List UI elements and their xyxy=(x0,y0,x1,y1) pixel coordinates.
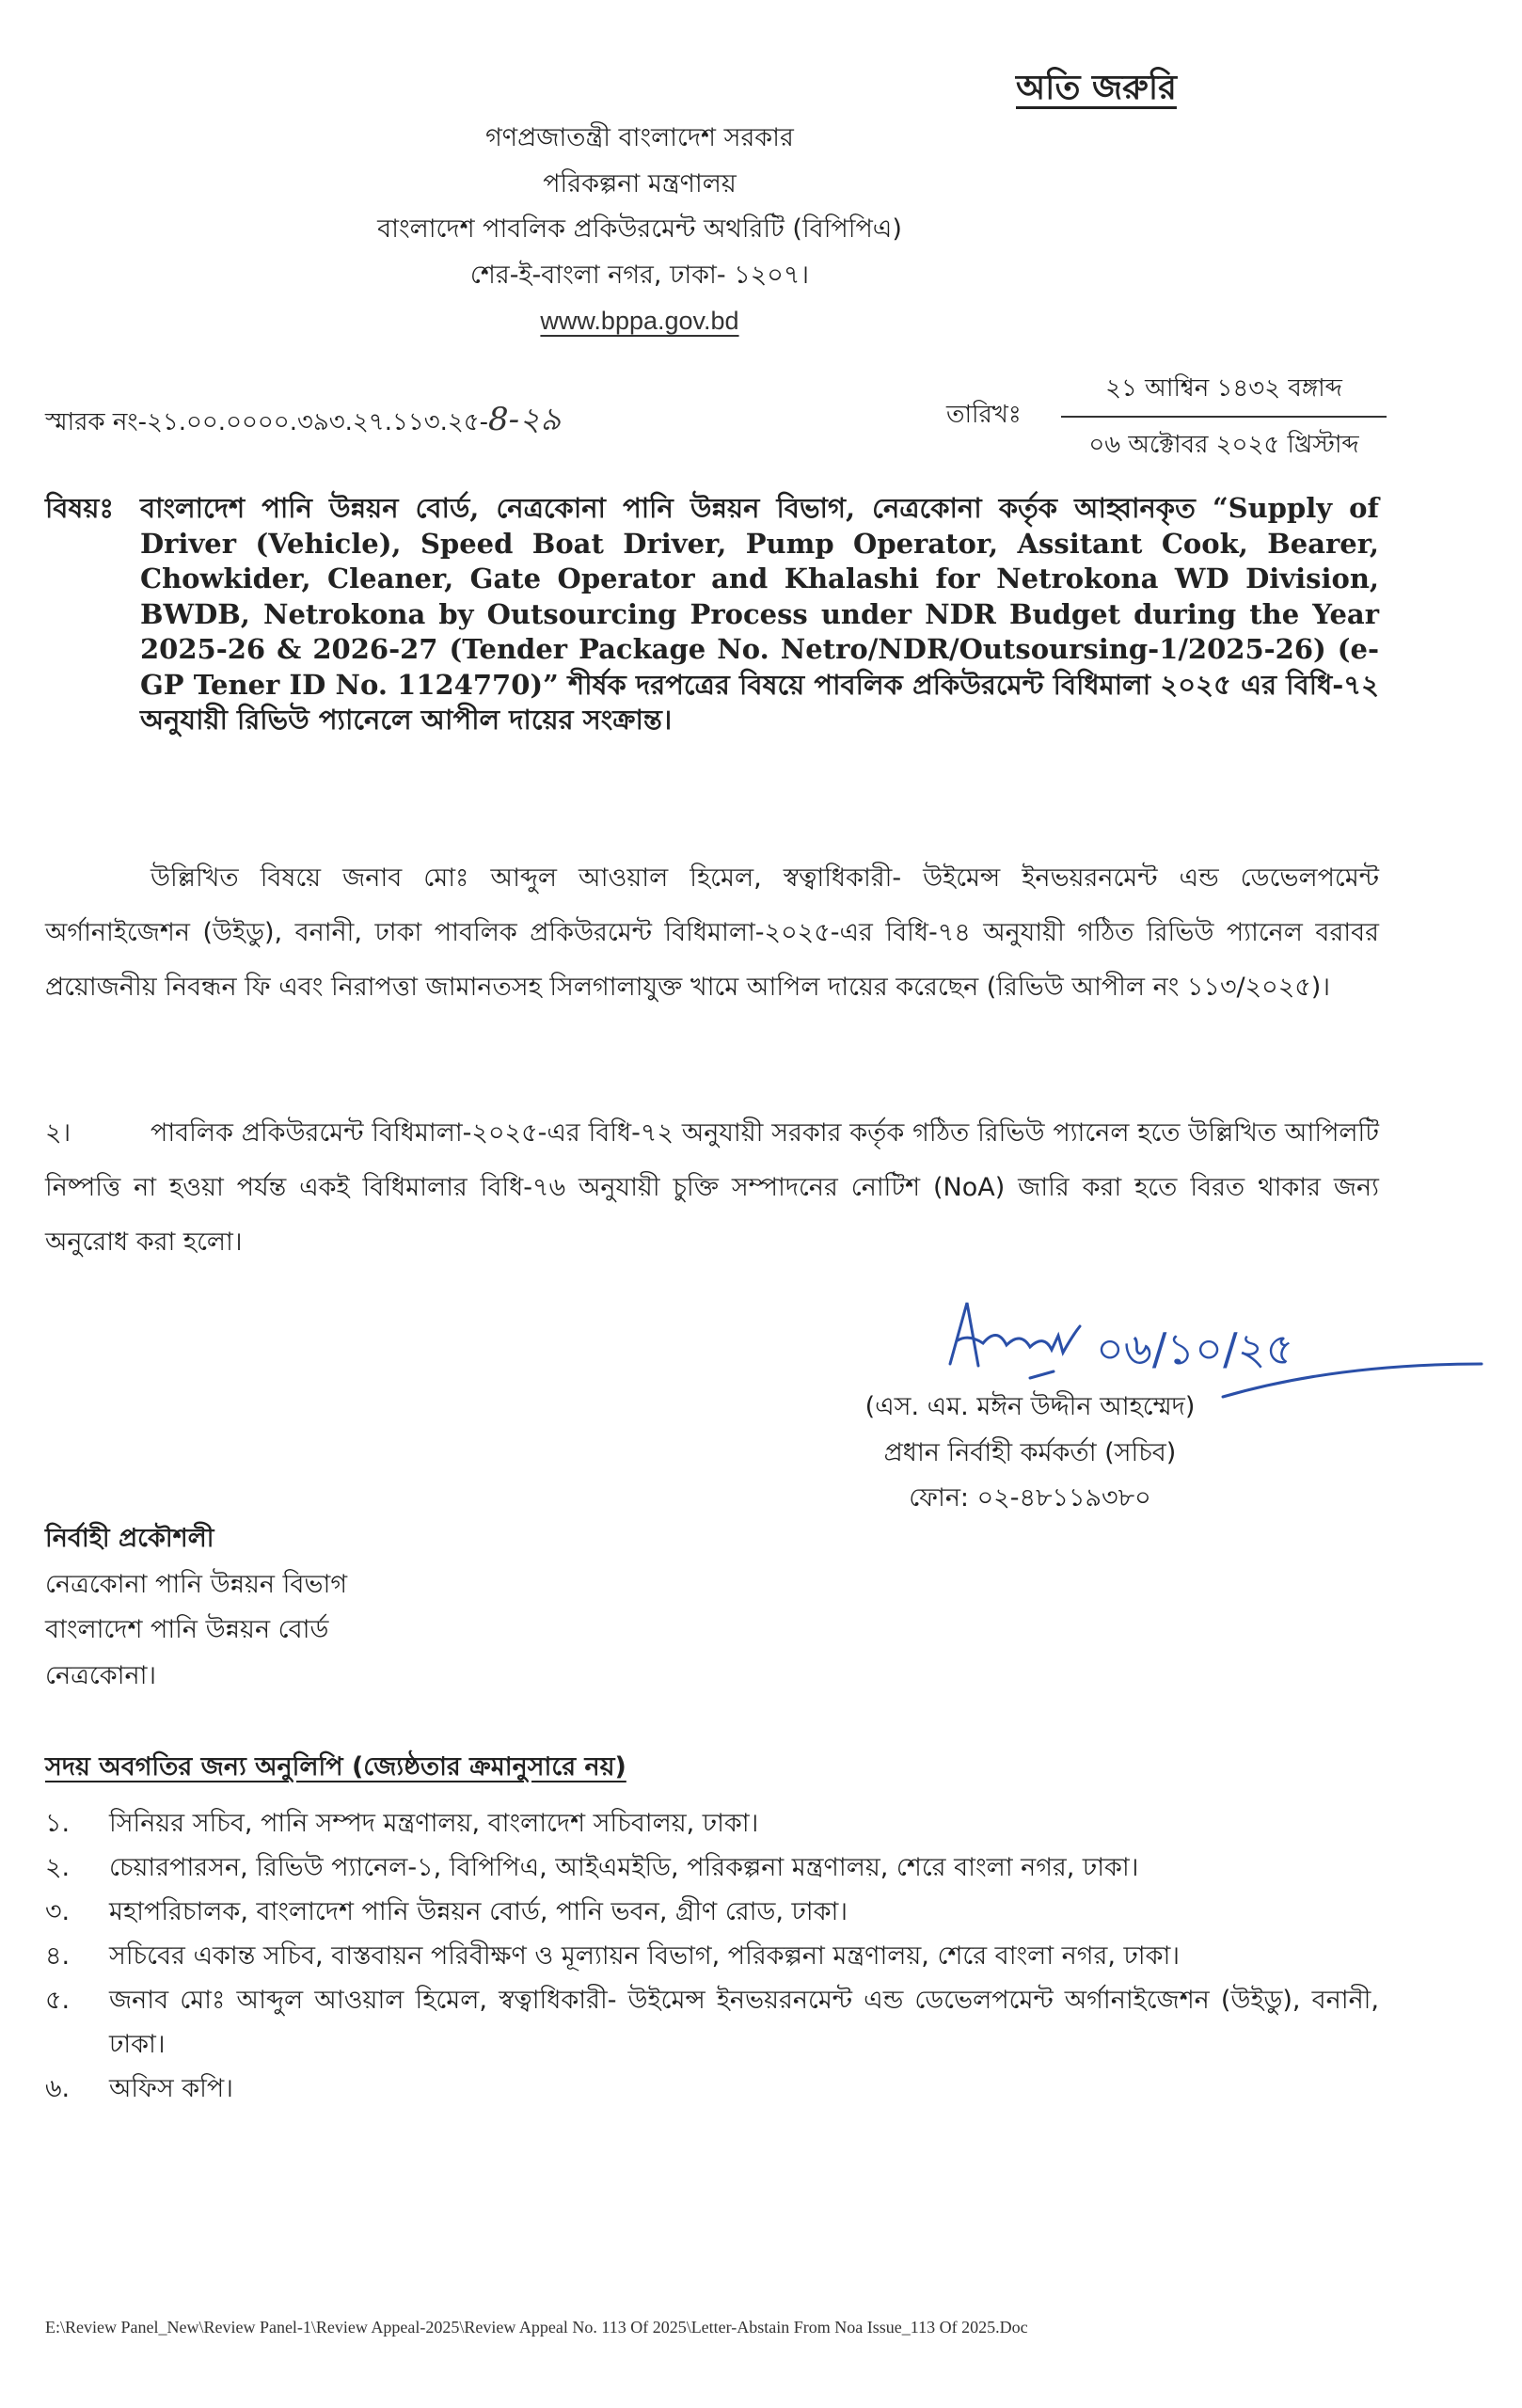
cc-item xyxy=(45,1934,1379,1978)
letterhead-government: গণপ্রজাতন্ত্রী বাংলাদেশ সরকার xyxy=(485,123,794,152)
subject xyxy=(45,491,1379,738)
signatory-name: (এস. এম. মঈন উদ্দীন আহম্মেদ) xyxy=(864,1392,1196,1421)
signatory-block xyxy=(790,1385,1270,1522)
addressee-line: নেত্রকোনা পানি উন্নয়ন বিভাগ xyxy=(45,1569,348,1599)
cc-item xyxy=(45,1801,1379,1846)
subject-text: বাংলাদেশ পানি উন্নয়ন বোর্ড, নেত্রকোনা পানি উন্নয়ন বিভাগ, নেত্রকোনা কর্তৃক আহ্বানকৃত “Supply of Driver (Vehicle), Speed Boat Driver, Pump Operator, Assitant Cook, Bearer, Chowkider, Cleaner, Gate Operator and Khalashi for Netrokona WD Division, BWDB, Netrokona by Outsourcing Process under NDR Budget during the Year 2025-26 & 2026-27 (Tender Package No. Netro/NDR/Outsoursing-1/2025-26) (e-GP Tener ID No. 1124770)” শীর্ষক দরপত্রের বিষয়ে পাবলিক প্রকিউরমেন্ট বিধিমালা ২০২৫ এর বিধি-৭২ অনুযায়ী রিভিউ প্যানেলে আপীল দায়ের সংক্রান্ত। xyxy=(140,492,1379,736)
addressee-block xyxy=(45,1516,347,1699)
letterhead-authority: বাংলাদেশ পাবলিক প্রকিউরমেন্ট অথরিটি (বিপিপিএ) xyxy=(377,214,902,244)
signatory-designation: প্রধান নির্বাহী কর্মকর্তা (সচিব) xyxy=(883,1437,1177,1467)
date-block xyxy=(1061,369,1387,467)
subject-label: বিষয়ঃ xyxy=(45,492,114,524)
signature-date: ০৬/১০/২৫ xyxy=(1096,1323,1294,1374)
cc-item-text: সচিবের একান্ত সচিব, বাস্তবায়ন পরিবীক্ষণ ও মূল্যায়ন বিভাগ, পরিকল্পনা মন্ত্রণালয়, শেরে বাংলা নগর, ঢাকা। xyxy=(109,1941,1180,1971)
cc-item xyxy=(45,2067,1379,2111)
cc-item-number: ২. xyxy=(45,1853,71,1882)
addressee-title: নির্বাহী প্রকৌশলী xyxy=(45,1524,214,1553)
cc-item-text: মহাপরিচালক, বাংলাদেশ পানি উন্নয়ন বোর্ড, পানি ভবন, গ্রীণ রোড, ঢাকা। xyxy=(109,1897,848,1926)
cc-item-number: ১. xyxy=(45,1809,71,1838)
body-paragraph-2 xyxy=(45,1106,1379,1270)
cc-item xyxy=(45,1978,1379,2067)
cc-item-text: অফিস কপি। xyxy=(109,2074,233,2103)
signatory-phone: ফোন: ০২-৪৮১১৯৩৮০ xyxy=(909,1483,1151,1513)
cc-item-number: ৪. xyxy=(45,1941,71,1971)
cc-heading: সদয় অবগতির জন্য অনুলিপি (জ্যেষ্ঠতার ক্রমানুসারে নয়) xyxy=(45,1752,626,1782)
date-bangla: ২১ আশ্বিন ১৪৩২ বঙ্গাব্দ xyxy=(1061,369,1387,418)
memo-number-text: স্মারক নং-২১.০০.০০০০.৩৯৩.২৭.১১৩.২৫- xyxy=(45,408,489,436)
cc-item-text: চেয়ারপারসন, রিভিউ প্যানেল-১, বিপিপিএ, আইএমইডি, পরিকল্পনা মন্ত্রণালয়, শেরে বাংলা নগর, ঢাকা। xyxy=(109,1853,1139,1882)
cc-item-number: ৩. xyxy=(45,1897,71,1926)
paragraph-number: ২। xyxy=(45,1118,71,1148)
cc-item-number: ৬. xyxy=(45,2074,71,2103)
file-path-footer: E:\Review Panel_New\Review Panel-1\Review Appeal-2025\Review Appeal No. 113 Of 2025\Letter-Abstain From Noa Issue_113 Of 2025.Doc xyxy=(45,2318,1028,2337)
letterhead-ministry: পরিকল্পনা মন্ত্রণালয় xyxy=(543,168,737,198)
paragraph-2-text: পাবলিক প্রকিউরমেন্ট বিধিমালা-২০২৫-এর বিধি-৭২ অনুযায়ী সরকার কর্তৃক গঠিত রিভিউ প্যানেল হতে উল্লিখিত আপিলটি নিষ্পত্তি না হওয়া পর্যন্ত একই বিধিমালার বিধি-৭৬ অনুযায়ী চুক্তি সম্পাদনের নোটিশ (NoA) জারি করা হতে বিরত থাকার জন্য অনুরোধ করা হলো। xyxy=(45,1118,1379,1257)
cc-item xyxy=(45,1846,1379,1890)
body-paragraph-1: উল্লিখিত বিষয়ে জনাব মোঃ আব্দুল আওয়াল হিমেল, স্বত্বাধিকারী- উইমেন্স ইনভয়রনমেন্ট এন্ড ডেভেলপমেন্ট অর্গানাইজেশন (উইডু), বনানী, ঢাকা পাবলিক প্রকিউরমেন্ট বিধিমালা-২০২৫-এর বিধি-৭৪ অনুযায়ী গঠিত রিভিউ প্যানেল বরাবর প্রয়োজনীয় নিবন্ধন ফি এবং নিরাপত্তা জামানতসহ সিলগালাযুক্ত খামে আপিল দায়ের করেছেন (রিভিউ আপীল নং ১১৩/২০২৫)। xyxy=(45,863,1379,1002)
memo-handwritten-suffix: 8-২৯ xyxy=(488,401,562,438)
date-gregorian: ০৬ অক্টোবর ২০২৫ খ্রিস্টাব্দ xyxy=(1088,431,1359,459)
addressee-line: নেত্রকোনা। xyxy=(45,1660,157,1690)
website-link[interactable]: www.bppa.gov.bd xyxy=(540,307,739,335)
cc-item xyxy=(45,1890,1379,1934)
urgency-label: অতি জরুরি xyxy=(1016,69,1177,107)
letterhead-address: শের-ই-বাংলা নগর, ঢাকা- ১২০৭। xyxy=(469,260,810,290)
memo-number xyxy=(45,395,561,449)
cc-item-number: ৫. xyxy=(45,1986,71,2015)
letterhead xyxy=(282,116,997,345)
date-label: তারিখঃ xyxy=(946,401,1022,429)
cc-item-text: সিনিয়র সচিব, পানি সম্পদ মন্ত্রণালয়, বাংলাদেশ সচিবালয়, ঢাকা। xyxy=(109,1809,759,1838)
addressee-line: বাংলাদেশ পানি উন্নয়ন বোর্ড xyxy=(45,1615,329,1644)
cc-item-text: জনাব মোঃ আব্দুল আওয়াল হিমেল, স্বত্বাধিকারী- উইমেন্স ইনভয়রনমেন্ট এন্ড ডেভেলপমেন্ট অর্গানাইজেশন (উইডু), বনানী, ঢাকা। xyxy=(109,1986,1379,2059)
cc-list xyxy=(45,1801,1379,2111)
